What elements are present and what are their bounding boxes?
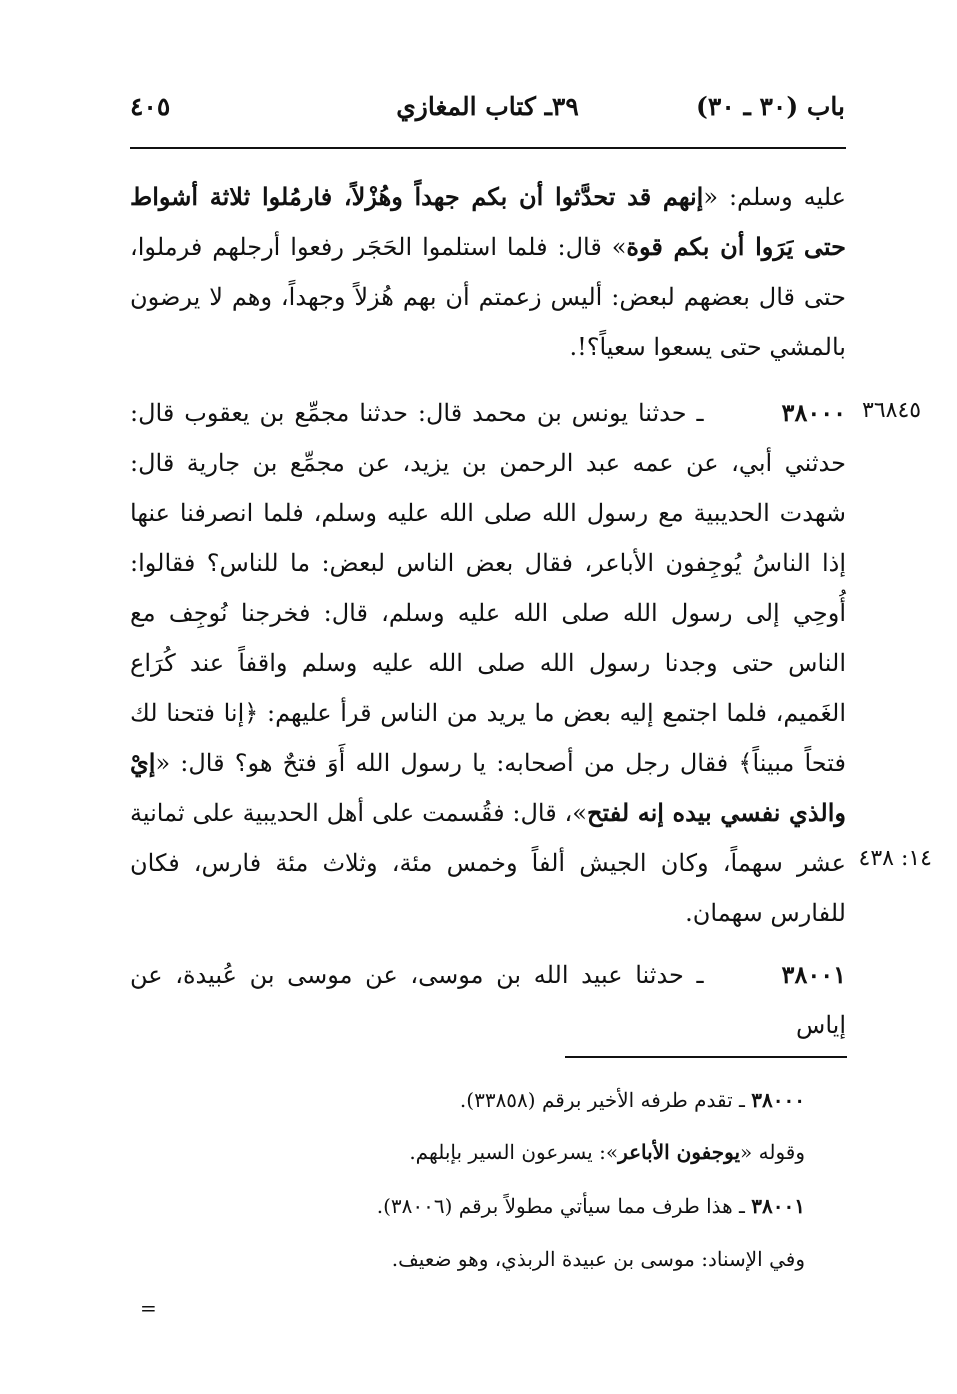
footnote [200, 1088, 805, 1112]
text-run: »، قال: فقُسمت على أهل الحديبية على ثمانية عشر سهماً، وكان الجيش ألفاً وخمس مئة، وثلاث مئة فارس، فكان للفارس سهمان. [130, 799, 846, 927]
hadith-entry [130, 388, 846, 938]
footnote-text: »: يسرعون السير بإبلهم. [409, 1140, 619, 1164]
footnote-number: ٣٨٠٠١ [751, 1194, 805, 1218]
footnote [200, 1140, 805, 1164]
paragraph-continuation [130, 172, 846, 372]
book-title: ٣٩ـ كتاب المغازي [396, 92, 579, 121]
footnote-text: ـ تقدم طرفه الأخير برقم (٣٣٨٥٨). [459, 1088, 745, 1112]
page-number: ٤٠٥ [130, 92, 171, 121]
footnote [200, 1247, 805, 1271]
hadith-entry [130, 950, 846, 1050]
footnote-text: وقوله « [740, 1140, 805, 1164]
text-run: عليه وسلم: « [703, 183, 847, 211]
footnote-number: ٣٨٠٠٠ [751, 1088, 805, 1112]
chapter-reference: باب (٣٠ ـ ٣٠) [696, 92, 845, 121]
header-rule [130, 147, 846, 149]
text-run: » قال: فلما استلموا الحَجَر رفعوا أرجلهم فرملوا، حتى قال بعضهم لبعض: أليس زعمتم أن بهم هُزلاً وجهداً، وهم لا يرضون بالمشي حتى يسعوا سعياً؟!. [130, 233, 846, 361]
hadith-number: ٣٨٠٠٠ [781, 398, 846, 427]
footnote [200, 1194, 805, 1218]
margin-reference: ١٤: ٤٣٨ [858, 846, 932, 871]
footnote-bold: يوجفون الأباعر [618, 1140, 741, 1164]
footnote-rule [565, 1056, 847, 1058]
hadith-number: ٣٨٠٠١ [781, 960, 846, 989]
footnote-text: ـ هذا طرف مما سيأتي مطولاً برقم (٣٨٠٠٦). [376, 1194, 745, 1218]
running-header [130, 92, 845, 132]
bold-quote: إيْ والذي نفسي بيده إنه لفتح [130, 748, 846, 827]
text-run: ـ حدثنا يونس بن محمد قال: حدثنا مجمِّع بن يعقوب قال: حدثني أبي، عن عمه عبد الرحمن بن يزيد، عن مجمِّع بن جارية قال: شهدت الحديبية مع رسول الله صلى الله عليه وسلم، فلما انصرفنا عنها إذا الناسُ يُوجِفون الأباعر، فقال بعض الناس لبعض: ما للناس؟ فقالوا: أُوحِي إلى رسول الله صلى الله عليه وسلم، قال: فخرجنا نُوجِف مع الناس حتى وجدنا رسول الله صلى الله عليه وسلم واقفاً عند كُرَاع الغَميم، فلما اجتمع إليه بعض ما يريد من الناس قرأ عليهم: ﴿إنا فتحنا لك فتحاً مبيناً﴾ فقال رجل من أصحابه: يا رسول الله أَوَ فتحٌ هو؟ قال: « [130, 399, 846, 777]
margin-reference: ٣٦٨٤٥ [862, 398, 922, 423]
footnote-text: وفي الإسناد: موسى بن عبيدة الربذي، وهو ضعيف. [391, 1247, 805, 1271]
text-run: ـ حدثنا عبيد الله بن موسى، عن موسى بن عُبيدة، عن إياس [130, 961, 846, 1039]
continuation-mark: = [140, 1296, 157, 1320]
bold-quote: إنهم قد تحدَّثوا أن بكم جهداً وهُزْلاً، فارمُلوا ثلاثة أشواط حتى يَرَوا أن بكم قوة [130, 182, 846, 261]
